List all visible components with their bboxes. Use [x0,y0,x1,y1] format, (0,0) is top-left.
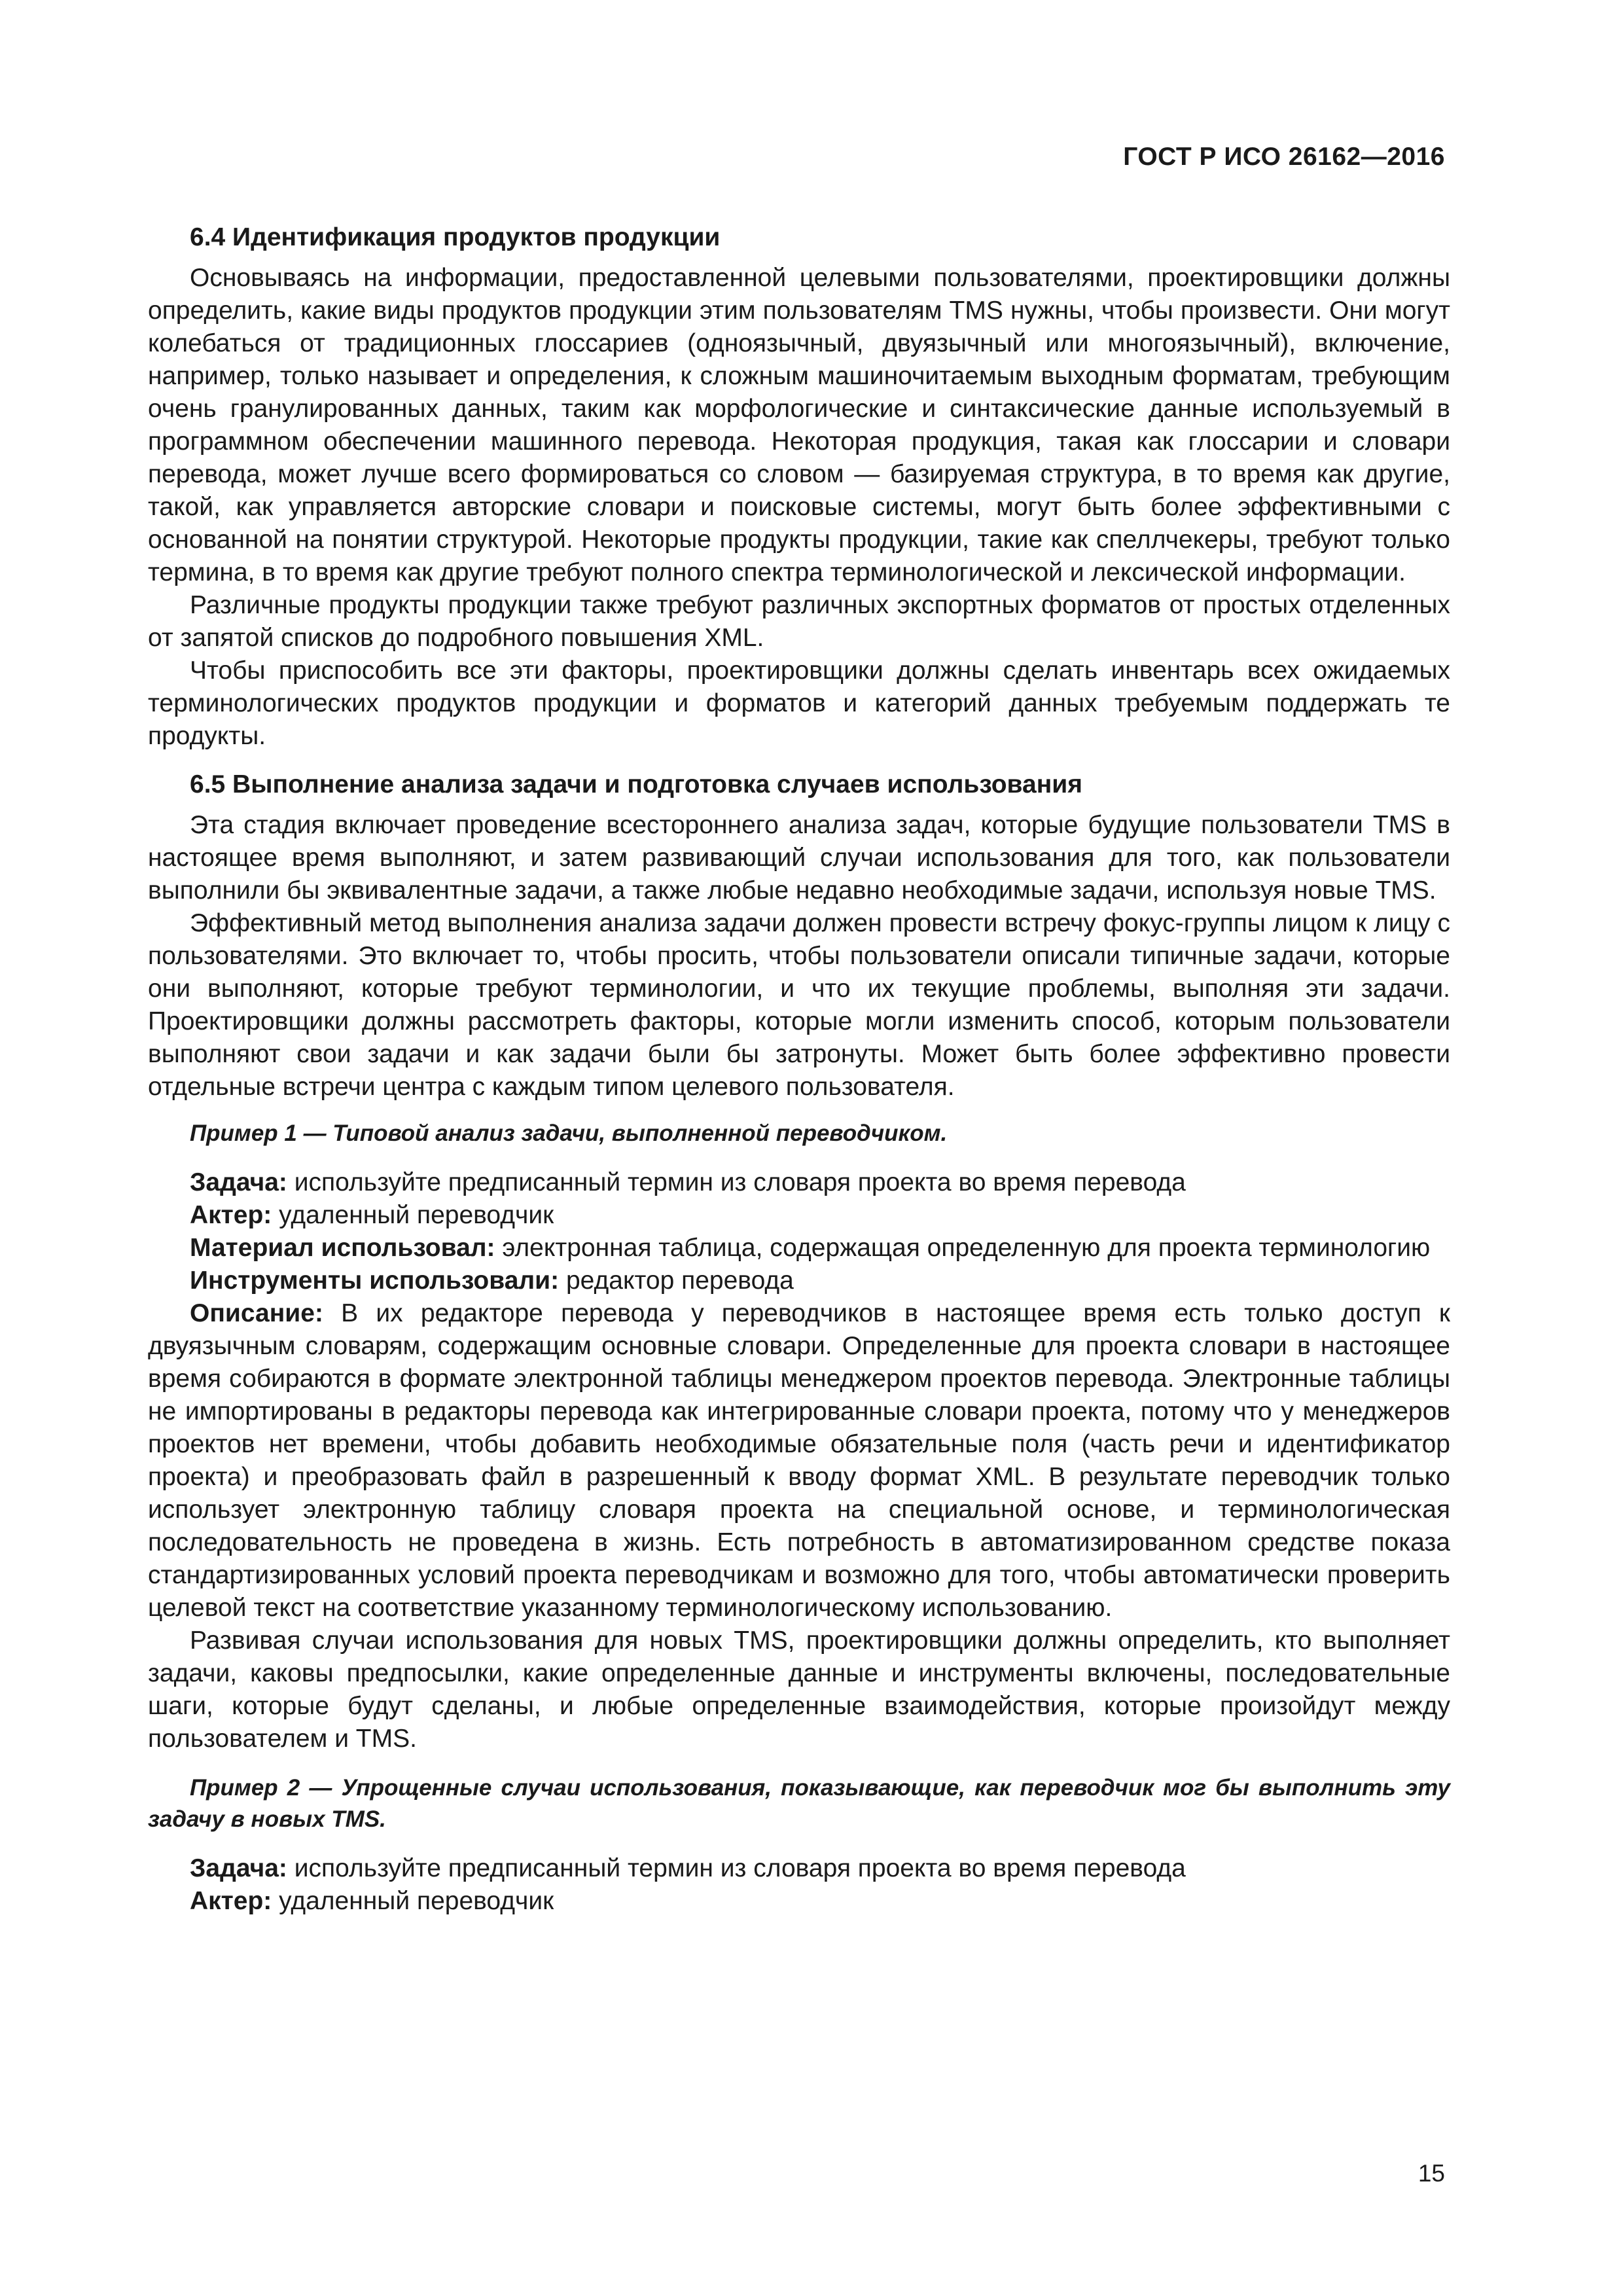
section-6-5-title: 6.5 Выполнение анализа задачи и подготовка случаев использования [190,770,1082,798]
section-6-5-paragraph-2: Эффективный метод выполнения анализа задачи должен провести встречу фокус-группы лицом к лицу с пользователями. Это включает то, чтобы просить, чтобы пользователи описали типичные задачи, которые они выполняют, которые требуют терминологии, и что их текущие проблемы, выполняя эти задачи. Проектировщики должны рассмотреть факторы, которые могли изменить способ, которым пользователи выполняют свои задачи и как задачи были бы затронуты. Может быть более эффективно провести отдельные встречи центра с каждым типом целевого пользователя. [148,909,1450,1101]
example-2-task [148,1852,1450,1885]
example-1-task-value: используйте предписанный термин из словаря проекта во время перевода [287,1168,1186,1196]
example-1-description-label: Описание: [190,1299,323,1327]
example-1-task-label: Задача: [190,1168,287,1196]
example-1-description-value: В их редакторе перевода у переводчиков в настоящее время есть только доступ к двуязычным словарям, содержащим основные словари. Определенные для проекта словари в настоящее время собираются в формате электронной таблицы менеджером проектов перевода. Электронные таблицы не импортированы в редакторы перевода как интегрированные словари проекта, потому что у менеджеров проектов нет времени, чтобы добавить необходимые обязательные поля (часть речи и идентификатор проекта) и преобразовать файл в разрешенный к вводу формат XML. В результате переводчик только использует электронную таблицу словаря проекта на специальной основе, и терминологическая последовательность не проведена в жизнь. Есть потребность в автоматизированном средстве показа стандартизированных условий проекта переводчикам и возможно для того, чтобы автоматически проверить целевой текст на соответствие указанному терминологическому использованию. [148,1299,1450,1622]
example-2-task-label: Задача: [190,1854,287,1882]
example-1-actor [148,1199,1450,1232]
section-6-5-paragraph-3: Развивая случаи использования для новых TMS, проектировщики должны определить, кто выполняет задачи, каковы предпосылки, какие определенные данные и инструменты включены, последовательные шаги, которые будут сделаны, и любые определенные взаимодействия, которые произойдут между пользователем и TMS. [148,1626,1450,1753]
example-2-actor-value: удаленный переводчик [272,1887,554,1915]
example-1-tools-value: редактор перевода [559,1266,794,1295]
example-1-material-value: электронная таблица, содержащая определенную для проекта терминологию [495,1234,1431,1262]
section-6-4-paragraph-2: Различные продукты продукции также требуют различных экспортных форматов от простых отделенных от запятой списков до подробного повышения XML. [148,591,1450,652]
section-6-4-paragraph-3: Чтобы приспособить все эти факторы, проектировщики должны сделать инвентарь всех ожидаемых терминологических продуктов продукции и форматов и категорий данных требуемым поддержать те продукты. [148,656,1450,750]
page-number: 15 [1418,2160,1445,2187]
example-1-tools [148,1265,1450,1297]
example-2-caption: Пример 2 — Упрощенные случаи использования, показывающие, как переводчик мог бы выполнить эту задачу в новых TMS. [148,1775,1450,1832]
example-1-material-label: Материал использовал: [190,1234,495,1262]
example-1-caption: Пример 1 — Типовой анализ задачи, выполненной переводчиком. [190,1121,948,1146]
section-6-4-paragraph-1: Основываясь на информации, предоставленной целевыми пользователями, проектировщики должны определить, какие виды продуктов продукции этим пользователям TMS нужны, чтобы произвести. Они могут колебаться от традиционных глоссариев (одноязычный, двуязычный или многоязычный), включение, например, только называет и определения, к сложным машиночитаемым выходным форматам, требующим очень гранулированных данных, таким как морфологические и синтаксические данные используемый в программном обеспечении машинного перевода. Некоторая продукция, такая как глоссарии и словари перевода, может лучше всего формироваться со словом — базируемая структура, в то время как другие, такой, как управляется авторские словари и поисковые системы, могут быть более эффективными с основанной на понятии структурой. Некоторые продукты продукции, такие как спеллчекеры, требуют только термина, в то время как другие требуют полного спектра терминологической и лексической информации. [148,264,1450,586]
document-standard-header: ГОСТ Р ИСО 26162—2016 [1123,143,1445,171]
example-2-actor-label: Актер: [190,1887,272,1915]
example-1-actor-value: удаленный переводчик [272,1201,554,1229]
section-6-5-paragraph-1: Эта стадия включает проведение всестороннего анализа задач, которые будущие пользователи TMS в настоящее время выполняют, и затем развивающий случаи использования для того, как пользователи выполнили бы эквивалентные задачи, а также любые недавно необходимые задачи, используя новые TMS. [148,811,1450,905]
example-1-actor-label: Актер: [190,1201,272,1229]
example-2-actor [148,1885,1450,1918]
example-1-task [148,1166,1450,1199]
example-1-description [148,1297,1450,1624]
page-body [148,221,1450,1918]
example-1-tools-label: Инструменты использовали: [190,1266,560,1295]
example-2-task-value: используйте предписанный термин из словаря проекта во время перевода [287,1854,1186,1882]
example-1-material [148,1232,1450,1265]
section-6-4-title: 6.4 Идентификация продуктов продукции [190,223,721,251]
